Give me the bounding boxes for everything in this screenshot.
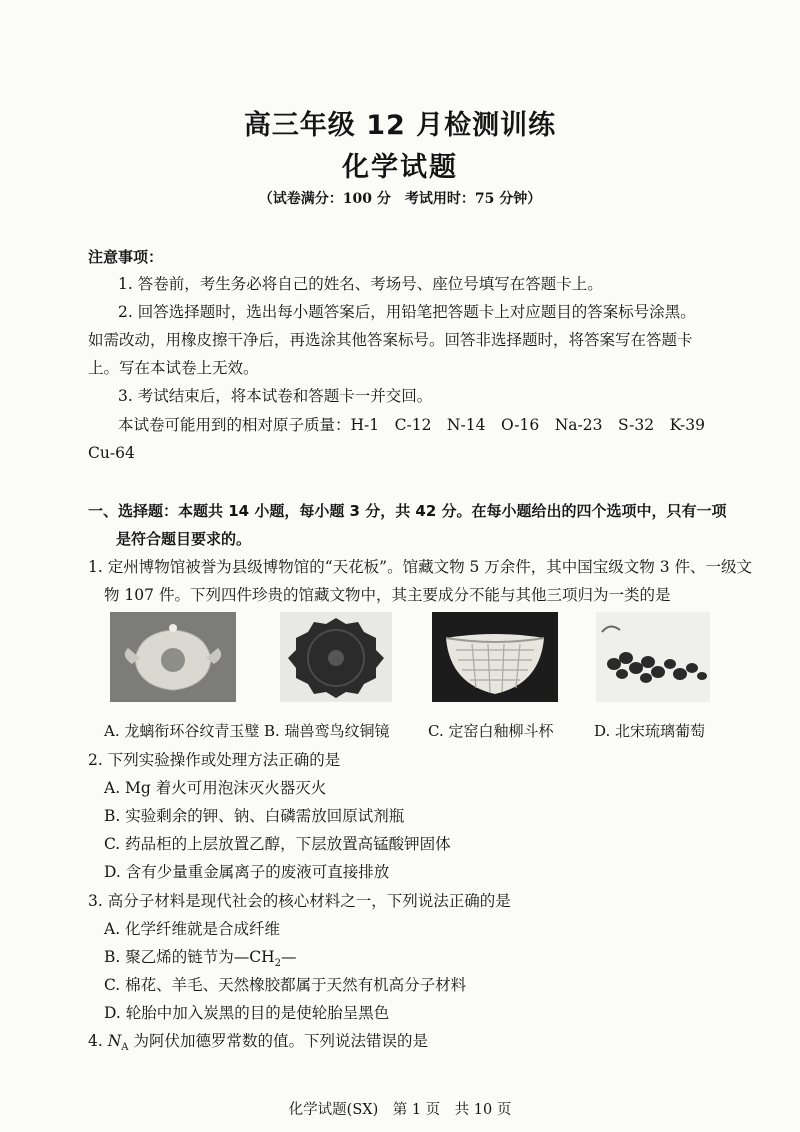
q3-option-d: D. 轮胎中加入炭黑的目的是使轮胎呈黑色 xyxy=(104,1004,390,1022)
glass-grapes-image xyxy=(596,612,710,702)
notice-item-2-line-2: 如需改动，用橡皮擦干净后，再选涂其他答案标号。回答非选择题时，将答案写在答题卡 xyxy=(88,331,693,349)
notice-item-2-line-3: 上。写在本试卷上无效。 xyxy=(88,359,259,377)
section-heading-line-1: 一、选择题：本题共 14 小题，每小题 3 分，共 42 分。在每小题给出的四个选项中，只有一项 xyxy=(88,502,727,520)
q1-option-c: C. 定窑白釉柳斗杯 xyxy=(428,722,554,740)
bronze-mirror-image xyxy=(280,612,392,702)
q3-stem: 3. 高分子材料是现代社会的核心材料之一，下列说法正确的是 xyxy=(88,892,511,910)
q3-option-b-subscript: 2 xyxy=(274,958,281,970)
q4-stem xyxy=(88,1030,728,1059)
q3-option-a: A. 化学纤维就是合成纤维 xyxy=(104,920,281,938)
q4-avogadro-subscript: A xyxy=(121,1042,129,1054)
q2-option-a: A. Mg 着火可用泡沫灭火器灭火 xyxy=(104,779,327,797)
atomic-masses-line-1: 本试卷可能用到的相对原子质量：H-1 C-12 N-14 O-16 Na-23 S-32 K-39 xyxy=(118,416,706,434)
q1-stem-line-2: 物 107 件。下列四件珍贵的馆藏文物中，其主要成分不能与其他三项归为一类的是 xyxy=(104,586,671,604)
exam-info: （试卷满分：100 分 考试用时：75 分钟） xyxy=(258,191,542,207)
q1-option-b: B. 瑞兽鸾鸟纹铜镜 xyxy=(264,722,390,740)
notice-item-2-line-1: 2. 回答选择题时，选出每小题答案后，用铅笔把答题卡上对应题目的答案标号涂黑。 xyxy=(118,303,696,321)
q3-option-b xyxy=(104,946,744,975)
q3-option-b-suffix: — xyxy=(281,948,297,966)
page-footer: 化学试题(SX) 第 1 页 共 10 页 xyxy=(288,1102,512,1118)
white-glazed-cup-image xyxy=(432,612,558,702)
jade-disc-image xyxy=(110,612,236,702)
atomic-masses-line-2: Cu-64 xyxy=(88,444,135,462)
q2-stem: 2. 下列实验操作或处理方法正确的是 xyxy=(88,751,341,769)
q4-stem-text: 为阿伏加德罗常数的值。下列说法错误的是 xyxy=(128,1032,428,1050)
notice-heading: 注意事项： xyxy=(88,248,164,266)
q4-avogadro-symbol: N xyxy=(107,1032,122,1050)
q3-option-c: C. 棉花、羊毛、天然橡胶都属于天然有机高分子材料 xyxy=(104,976,467,994)
subject-title: 化学试题 xyxy=(342,152,458,183)
q2-option-d: D. 含有少量重金属离子的废液可直接排放 xyxy=(104,863,390,881)
notice-item-3: 3. 考试结束后，将本试卷和答题卡一并交回。 xyxy=(118,387,433,405)
q1-option-d: D. 北宋琉璃葡萄 xyxy=(594,722,706,740)
notice-item-1: 1. 答卷前，考生务必将自己的姓名、考场号、座位号填写在答题卡上。 xyxy=(118,275,603,293)
exam-title: 高三年级 12 月检测训练 xyxy=(243,110,557,141)
q1-option-a: A. 龙螭衔环谷纹青玉璧 xyxy=(104,722,260,740)
q2-option-c: C. 药品柜的上层放置乙醇，下层放置高锰酸钾固体 xyxy=(104,835,451,853)
q1-stem-line-1: 1. 定州博物馆被誉为县级博物馆的“天花板”。馆藏文物 5 万余件，其中国宝级文物 3 件、一级文 xyxy=(88,558,752,576)
section-heading-line-2: 是符合题目要求的。 xyxy=(116,530,252,548)
q3-option-b-text: B. 聚乙烯的链节为—CH xyxy=(104,948,275,966)
q2-option-b: B. 实验剩余的钾、钠、白磷需放回原试剂瓶 xyxy=(104,807,405,825)
q4-number: 4. xyxy=(88,1032,108,1050)
